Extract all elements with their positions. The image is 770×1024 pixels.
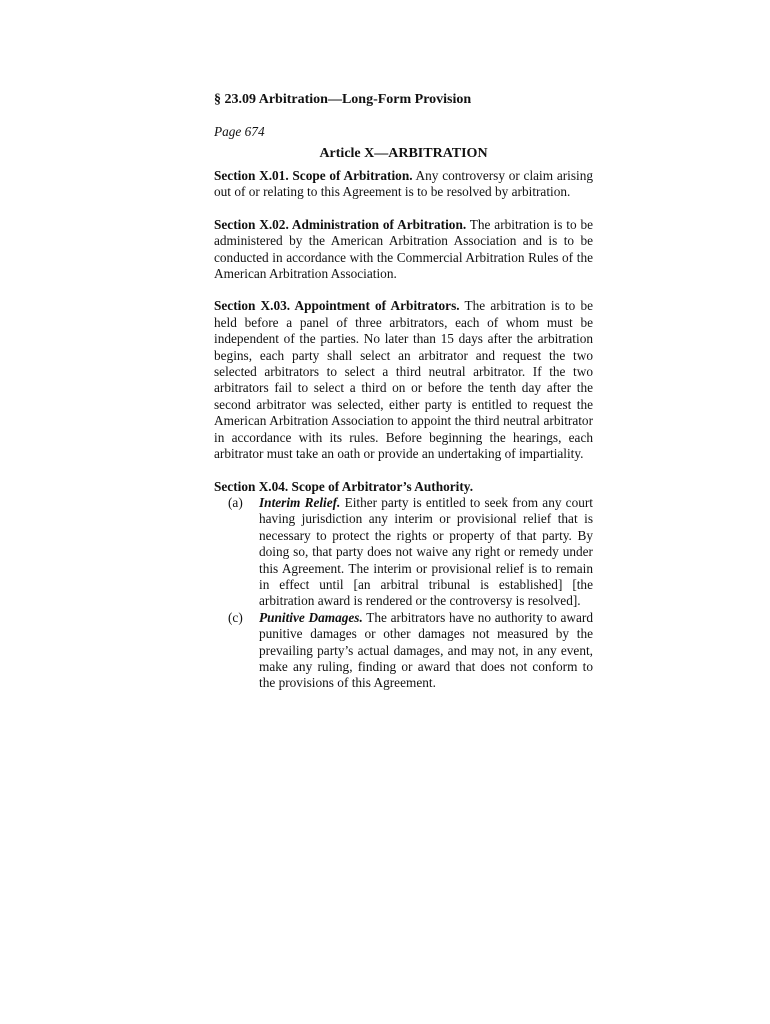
list-item-text: The arbitrators have no authority to award punitive damages or other damages not measured by the prevailing party’s actual damages, and may not, in any event, make any ruling, finding or award that does not conform to the provisions of this Agreement. xyxy=(259,609,593,691)
section-x03 xyxy=(214,298,593,462)
section-x01-body: Any controversy or claim arising out of or relating to this Agreement is to be resolved by arbitration. xyxy=(214,168,594,200)
list-item-title: Interim Relief. xyxy=(259,494,341,510)
section-x01 xyxy=(214,168,593,201)
document-page xyxy=(214,92,593,692)
list-item-body xyxy=(259,610,593,692)
section-x02 xyxy=(214,217,593,283)
list-item-title: Punitive Damages. xyxy=(259,609,363,625)
list-item-body xyxy=(259,495,593,610)
article-title: Article X—ARBITRATION xyxy=(319,146,488,161)
list-item-interim-relief xyxy=(214,495,593,610)
section-x02-title: Section X.02. Administration of Arbitration. xyxy=(214,216,467,232)
section-x03-title: Section X.03. Appointment of Arbitrators. xyxy=(214,298,460,314)
page-number: Page 674 xyxy=(214,124,265,139)
section-heading: § 23.09 Arbitration—Long-Form Provision xyxy=(214,92,472,107)
list-item-label: (c) xyxy=(228,609,243,625)
section-x04-title: Section X.04. Scope of Arbitrator’s Authority. xyxy=(214,478,474,494)
list-item-label: (a) xyxy=(228,494,243,510)
list-item-punitive-damages xyxy=(214,610,593,692)
section-x02-body: The arbitration is to be administered by the American Arbitration Association and is to be conducted in accordance with the Commercial Arbitration Rules of the American Arbitration Association. xyxy=(214,216,593,282)
section-x03-body: The arbitration is to be held before a panel of three arbitrators, each of whom must be independent of the parties. No later than 15 days after the arbitration begins, each party shall select an arbitrator and request the two selected arbitrators to select a third neutral arbitrator. If the two arbitrators fail to select a third on or before the tenth day after the second arbitrator was selected, either party is entitled to request the American Arbitration Association to appoint the third neutral arbitrator in accordance with its rules. Before beginning the hearings, each arbitrator must take an oath or provide an undertaking of impartiality. xyxy=(214,298,593,462)
section-x01-title: Section X.01. Scope of Arbitration. xyxy=(214,168,413,183)
list-item-text: Either party is entitled to seek from any court having jurisdiction any interim or provisional relief that is necessary to protect the rights or property of that party. By doing so, that party does not waive any right or remedy under this Agreement. The interim or provisional relief is to remain in effect until [an arbitral tribunal is established] [the arbitration award is rendered or the controversy is resolved]. xyxy=(259,494,594,609)
